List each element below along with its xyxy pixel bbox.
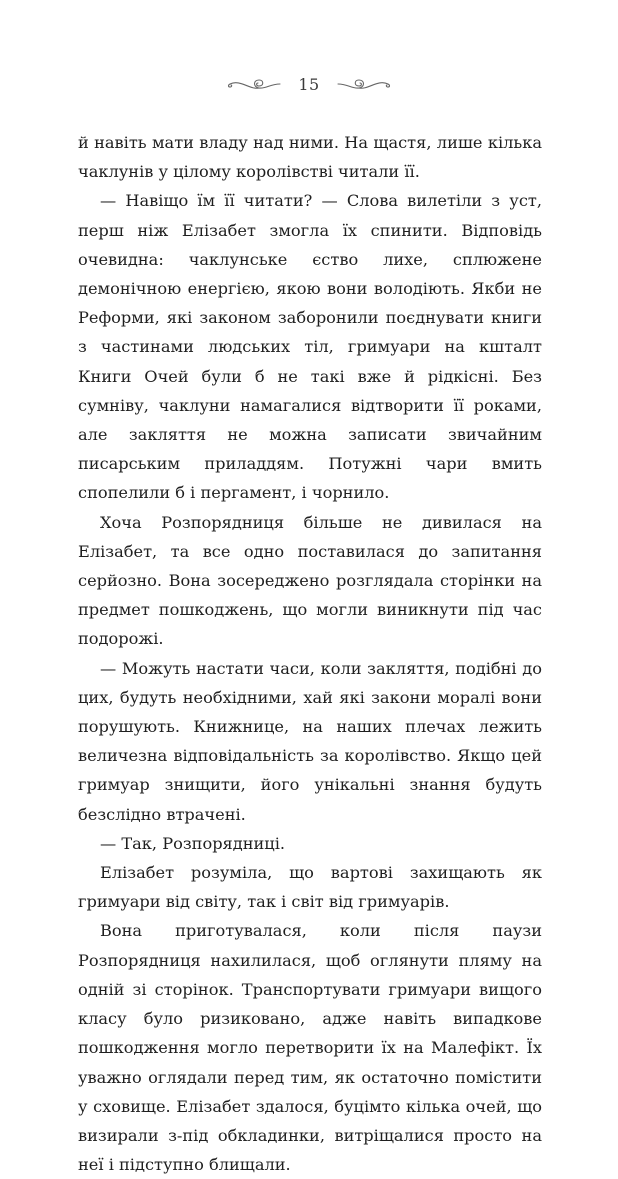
- paragraph: — Так, Розпорядниці.: [100, 833, 286, 853]
- paragraph: й навіть мати владу над ними. На щастя, лише кілька чаклунів у цілому королівстві читали її.: [78, 133, 542, 182]
- body-text: [78, 128, 542, 1179]
- right-flourish-ornament-icon: [336, 75, 392, 93]
- paragraph: — Навіщо їм її читати? — Слова вилетіли з уст, перш ніж Елізабет змогла їх спинити. Відповідь очевидна: чаклунське єство лихе, сплюжене демонічною енергією, якою вони володіють. Якби не Реформи, які законом заборонили поєднувати книги з частинами людських тіл, гримуари на кшталт Книги Очей були б не такі вже й рідкісні. Без сумніву, чаклуни намагалися відтворити її роками, але закляття не можна записати звичайним писарським приладдям. Потужні чари вмить спопелили б і пергамент, і чорнило.: [78, 191, 542, 503]
- paragraph: Хоча Розпорядниця більше не дивилася на Елізабет, та все одно поставилася до запитання серйозно. Вона зосереджено розглядала сторінки на предмет пошкоджень, що могли виникнути під час подорожі.: [78, 512, 542, 649]
- page-number: 15: [298, 74, 320, 94]
- page-header: [0, 64, 618, 104]
- paragraph: Вона приготувалася, коли після паузи Розпорядниця нахилилася, щоб оглянути пляму на одній зі сторінок. Транспортувати гримуари вищого класу було ризиковано, адже навіть випадкове пошкодження могло перетворити їх на Малефікт. Їх уважно оглядали перед тим, як остаточно помістити у сховище. Елізабет здалося, буцімто кілька очей, що визирали з-під обкладинки, витріщалися просто на неї і підступно блищали.: [78, 921, 542, 1175]
- paragraph: — Можуть настати часи, коли закляття, подібні до цих, будуть необхідними, хай які закони моралі вони порушують. Книжнице, на наших плечах лежить величезна відповідальність за королівство. Якщо цей гримуар знищити, його унікальні знання будуть безслідно втрачені.: [78, 658, 542, 824]
- paragraph: Елізабет розуміла, що вартові захищають як гримуари від світу, так і світ від гримуарів.: [78, 863, 542, 912]
- left-flourish-ornament-icon: [226, 75, 282, 93]
